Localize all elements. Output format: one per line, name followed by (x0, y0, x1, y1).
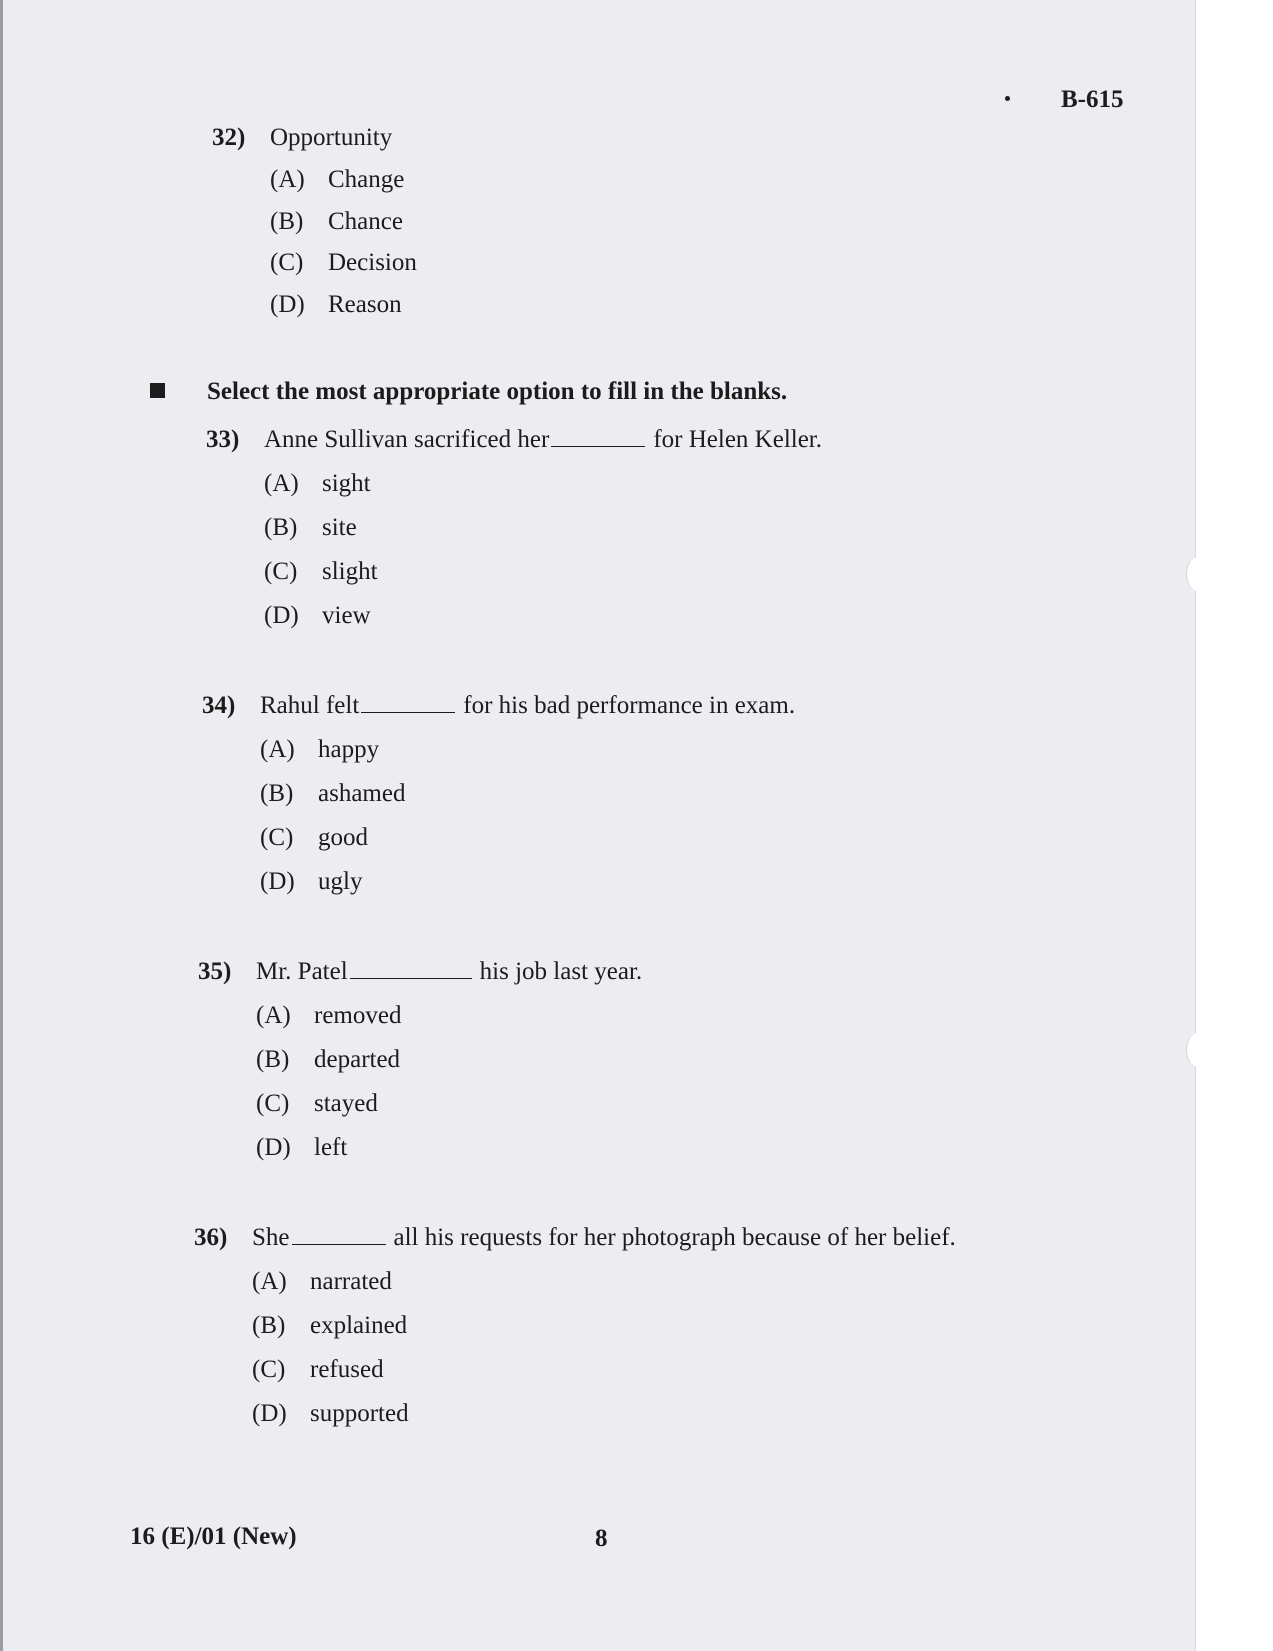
option-36d: (D) supported (252, 1400, 409, 1427)
question-34: 34) Rahul felt for his bad performance in exam. (202, 692, 796, 719)
option-34b: (B) ashamed (260, 780, 406, 807)
question-text: Opportunity (270, 124, 393, 151)
question-number: 34) (202, 692, 236, 719)
option-36c: (C) refused (252, 1356, 384, 1383)
option-36b: (B) explained (252, 1312, 408, 1339)
option-32b: (B) Chance (270, 208, 403, 235)
paper-code: B-615 (1061, 86, 1124, 113)
question-33: 33) Anne Sullivan sacrificed her for Helen Keller. (206, 426, 823, 453)
answer-blank (350, 960, 472, 979)
option-33a: (A) sight (264, 470, 371, 497)
option-35a: (A) removed (256, 1002, 402, 1029)
footer-paper-code: 16 (E)/01 (New) (130, 1523, 297, 1550)
page-number: 8 (595, 1525, 608, 1552)
square-bullet-icon (150, 383, 165, 398)
question-36: 36) She all his requests for her photograph because of her belief. (194, 1224, 956, 1251)
question-number: 35) (198, 958, 232, 985)
option-34c: (C) good (260, 824, 368, 851)
answer-blank (551, 428, 645, 447)
option-33d: (D) view (264, 602, 371, 629)
option-34a: (A) happy (260, 736, 380, 763)
option-33b: (B) site (264, 514, 357, 541)
question-32 (212, 124, 392, 152)
option-34d: (D) ugly (260, 868, 363, 895)
option-33c: (C) slight (264, 558, 378, 585)
page-notch (1186, 557, 1209, 591)
option-35b: (B) departed (256, 1046, 401, 1073)
option-32c: (C) Decision (270, 249, 417, 276)
header-dot (1005, 96, 1010, 101)
question-number: 33) (206, 426, 240, 453)
question-number: 36) (194, 1224, 228, 1251)
option-35d: (D) left (256, 1134, 348, 1161)
page-notch (1186, 1033, 1209, 1067)
answer-blank (292, 1226, 386, 1245)
answer-blank (361, 694, 455, 713)
option-32a: (A) Change (270, 166, 405, 193)
option-36a: (A) narrated (252, 1268, 392, 1295)
option-35c: (C) stayed (256, 1090, 378, 1117)
question-number: 32) (212, 124, 246, 151)
question-35: 35) Mr. Patel his job last year. (198, 958, 643, 985)
section-instruction: Select the most appropriate option to fill in the blanks. (150, 378, 787, 406)
option-32d: (D) Reason (270, 291, 402, 318)
